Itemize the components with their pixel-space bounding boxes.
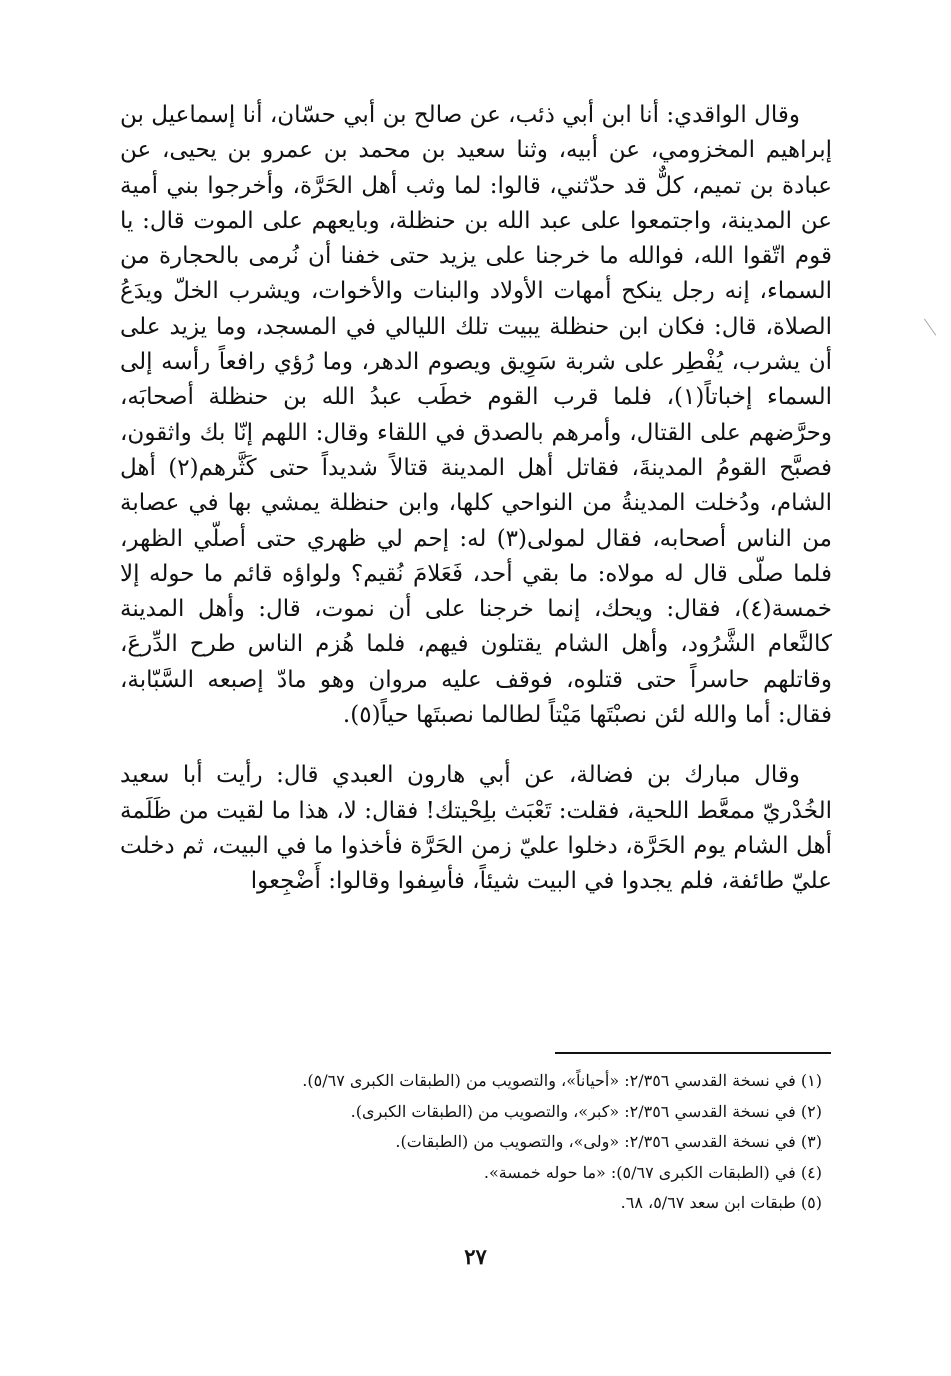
footnote: (١) في نسخة القدسي ٢/٣٥٦: «أحياناً»، والتصويب من (الطبقات الكبرى ٥/٦٧). bbox=[302, 1071, 822, 1090]
footnote: (٢) في نسخة القدسي ٢/٣٥٦: «كبر»، والتصويب من (الطبقات الكبرى). bbox=[350, 1101, 822, 1121]
footnote: (٥) طبقات ابن سعد ٥/٦٧، ٦٨. bbox=[620, 1193, 822, 1213]
footnote-separator bbox=[555, 1052, 831, 1054]
footnote: (٤) في (الطبقات الكبرى ٥/٦٧): «ما حوله خمسة». bbox=[483, 1162, 822, 1182]
main-text bbox=[120, 98, 832, 900]
margin-mark bbox=[924, 308, 951, 335]
footnotes bbox=[150, 1066, 822, 1219]
paragraph: وقال مبارك بن فضالة، عن أبي هارون العبدي قال: رأيت أبا سعيد الخُدْريّ ممعَّط اللحية، فقلت: تَعْبَث بلِحْيتك! فقال: لا، هذا ما لقيت من ظَلَمة أهل الشام يوم الحَرَّة، دخلوا عليّ زمن الحَرَّة فأخذوا ما في البيت، ثم دخلت عليّ طائفة، فلم يجدوا في البيت شيئاً، فأسِفوا وقالوا: أَضْجِعوا bbox=[120, 762, 832, 895]
page-number: ٢٧ bbox=[464, 1244, 487, 1269]
paragraph: وقال الواقدي: أنا ابن أبي ذئب، عن صالح بن أبي حسّان، أنا إسماعيل بن إبراهيم المخزومي، عن أبيه، وثنا سعيد بن محمد بن عمرو بن يحيى، عن عبادة بن تميم، كلٌّ قد حدّثني، قالوا: لما وثب أهل الحَرَّة، وأخرجوا بني أمية عن المدينة، واجتمعوا على عبد الله بن حنظلة، وبايعهم على الموت قال: يا قوم اتّقوا الله، فوالله ما خرجنا على يزيد حتى خفنا أن نُرمى بالحجارة من السماء، إنه رجل ينكح أمهات الأولاد والبنات والأخوات، ويشرب الخلّ ويدَعُ الصلاة، قال: فكان ابن حنظلة يبيت تلك الليالي في المسجد، وما يزيد على أن يشرب، يُفْطِر على شربة سَوِيق ويصوم الدهر، وما رُؤي رافعاً رأسه إلى السماء إخباتاً(١)، فلما قرب القوم خطَب عبدُ الله بن حنظلة أصحابَه، وحرَّضهم على القتال، وأمرهم بالصدق في اللقاء وقال: اللهم إنّا بك واثقون، فصبَّح القومُ المدينةَ، فقاتل أهل المدينة قتالاً شديداً حتى كَثَّرهم(٢) أهل الشام، ودُخلت المدينةُ من النواحي كلها، وابن حنظلة يمشي بها في عصابة من الناس أصحابه، فقال لمولى(٣) له: إحم لي ظهري حتى أصلّي الظهر، فلما صلّى قال له مولاه: ما بقي أحد، فَعَلامَ نُقيم؟ ولواؤه قائم ما حوله إلا خمسة(٤)، فقال: ويحك، إنما خرجنا على أن نموت، قال: وأهل المدينة كالنَّعام الشَّرُود، وأهل الشام يقتلون فيهم، فلما هُزم الناس طرح الدِّرعَ، وقاتلهم حاسراً حتى قتلوه، فوقف عليه مروان وهو مادّ إصبعه السَّبّابة، فقال: أما والله لئن نصبْتَها مَيْتاً لطالما نصبتَها حياً(٥). bbox=[120, 102, 832, 729]
footnote: (٣) في نسخة القدسي ٢/٣٥٦: «ولى»، والتصويب من (الطبقات). bbox=[395, 1132, 822, 1152]
